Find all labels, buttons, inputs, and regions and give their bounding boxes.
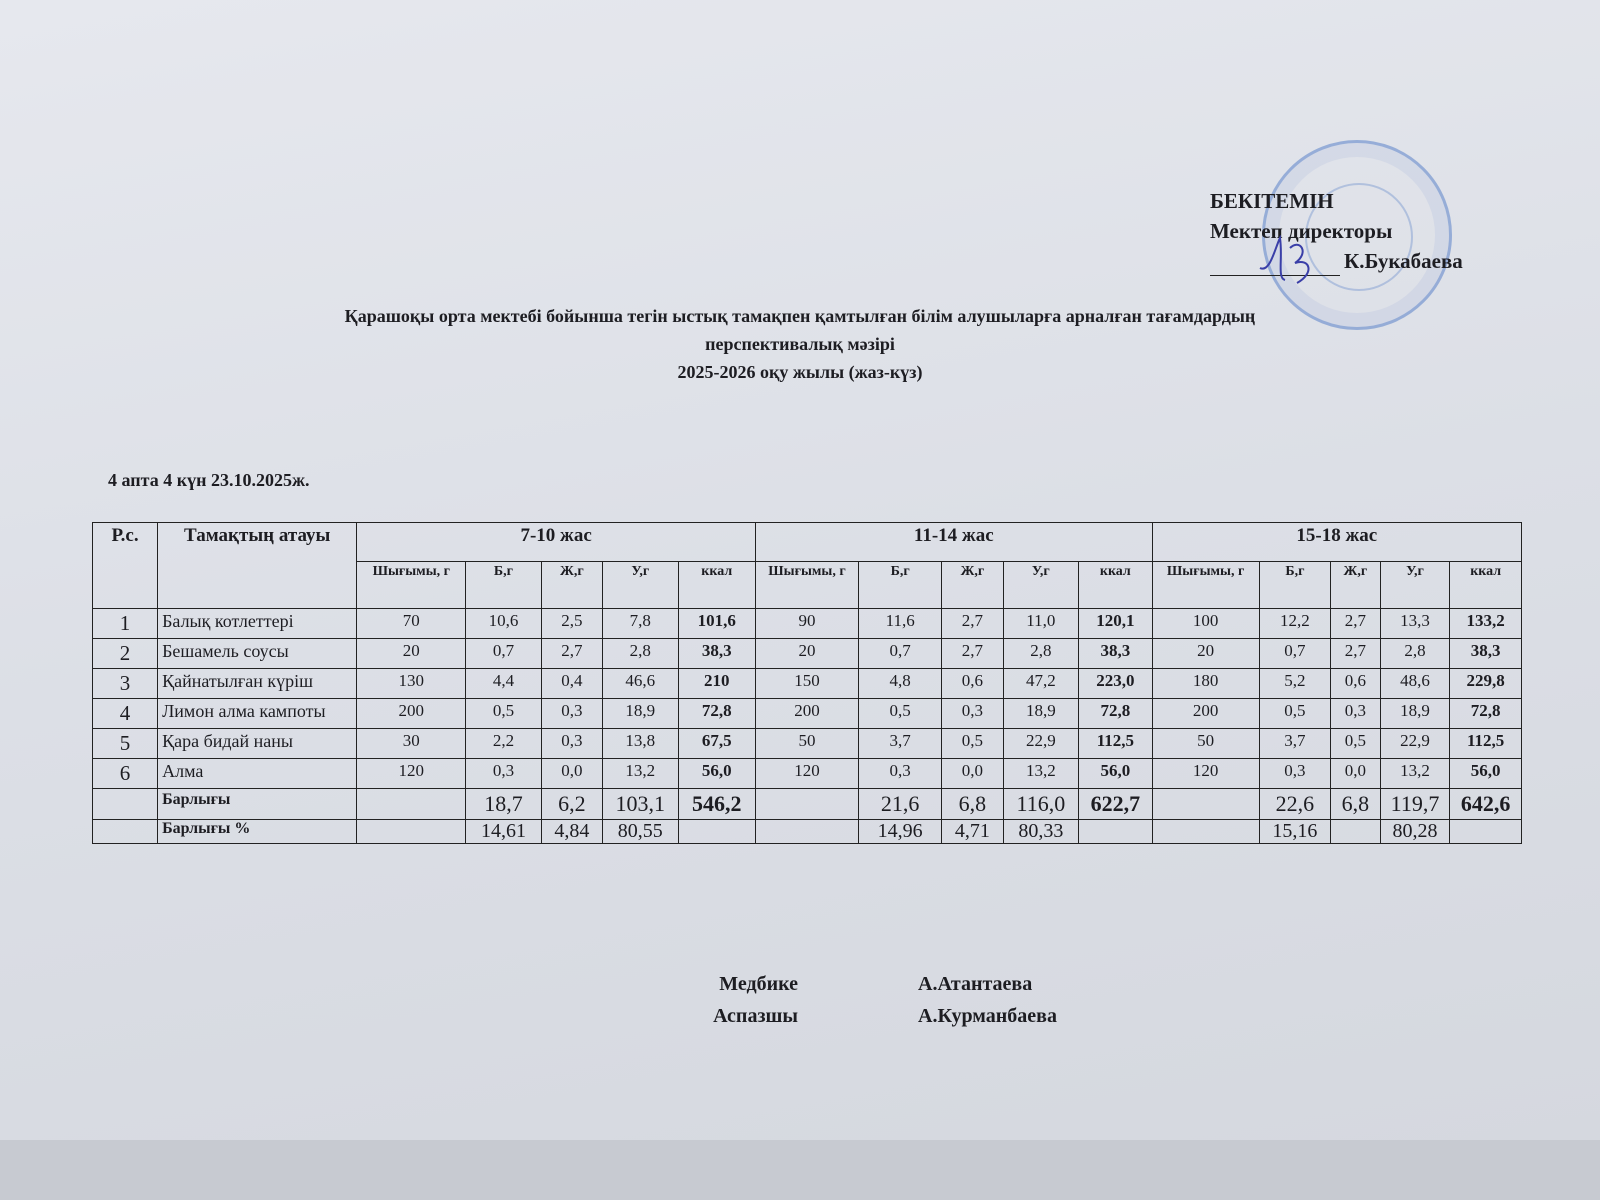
subheader-1: Б,г	[859, 562, 942, 609]
cell-value: 38,3	[678, 639, 755, 669]
total-value: 103,1	[603, 789, 678, 820]
dish-name: Балық котлеттері	[158, 609, 357, 639]
subheader-4: ккал	[1450, 562, 1522, 609]
total-label: Барлығы	[158, 789, 357, 820]
percent-value: 14,96	[859, 820, 942, 844]
cell-value: 56,0	[1450, 759, 1522, 789]
cell-value: 0,7	[859, 639, 942, 669]
total-value: 119,7	[1380, 789, 1450, 820]
approval-position: Мектеп директоры	[1210, 219, 1393, 243]
percent-value	[678, 820, 755, 844]
subheader-2: Ж,г	[942, 562, 1003, 609]
subheader-0: Шығымы, г	[755, 562, 858, 609]
percent-value	[1331, 820, 1381, 844]
subheader-3: У,г	[1380, 562, 1450, 609]
percent-label: Барлығы %	[158, 820, 357, 844]
signatures-block	[638, 968, 1057, 1032]
cell-value: 38,3	[1450, 639, 1522, 669]
cell-value: 0,0	[541, 759, 602, 789]
cell-value: 22,9	[1380, 729, 1450, 759]
cell-value: 0,3	[541, 699, 602, 729]
cell-value: 100	[1152, 609, 1259, 639]
total-value: 116,0	[1003, 789, 1078, 820]
cell-value: 120	[1152, 759, 1259, 789]
cell-value: 46,6	[603, 669, 678, 699]
header-dish-name: Тамақтың атауы	[158, 523, 357, 609]
percent-value: 4,71	[942, 820, 1003, 844]
cell-value: 223,0	[1079, 669, 1153, 699]
total-value	[1152, 789, 1259, 820]
subheader-3: У,г	[1003, 562, 1078, 609]
cell-value: 11,0	[1003, 609, 1078, 639]
cell-value: 4,4	[466, 669, 541, 699]
cell-value: 120,1	[1079, 609, 1153, 639]
cell-value: 20	[357, 639, 466, 669]
signature-row-cook	[638, 1000, 1057, 1032]
total-value: 22,6	[1259, 789, 1330, 820]
subheader-2: Ж,г	[1331, 562, 1381, 609]
approval-name: К.Букабаева	[1344, 249, 1463, 273]
cell-value: 200	[357, 699, 466, 729]
cell-value: 11,6	[859, 609, 942, 639]
cell-value: 50	[755, 729, 858, 759]
cell-value: 2,7	[1331, 609, 1381, 639]
dish-name: Алма	[158, 759, 357, 789]
header-rs: Р.с.	[93, 523, 158, 609]
cell-value: 22,9	[1003, 729, 1078, 759]
cell-value: 12,2	[1259, 609, 1330, 639]
percent-value: 4,84	[541, 820, 602, 844]
cell-value: 20	[1152, 639, 1259, 669]
table-row	[93, 669, 1522, 699]
percent-row	[93, 820, 1522, 844]
subheader-3: У,г	[603, 562, 678, 609]
total-value: 18,7	[466, 789, 541, 820]
percent-value: 15,16	[1259, 820, 1330, 844]
total-value: 642,6	[1450, 789, 1522, 820]
total-value	[357, 789, 466, 820]
cell-value: 0,3	[942, 699, 1003, 729]
table-row	[93, 729, 1522, 759]
title-line-2: перспективалық мәзірі	[705, 334, 895, 354]
cell-value: 2,7	[942, 639, 1003, 669]
cell-value: 0,3	[1259, 759, 1330, 789]
cell-value: 0,3	[466, 759, 541, 789]
cell-value: 0,7	[466, 639, 541, 669]
subheader-4: ккал	[1079, 562, 1153, 609]
total-value: 21,6	[859, 789, 942, 820]
cell-value: 0,3	[1331, 699, 1381, 729]
percent-value	[755, 820, 858, 844]
cell-value: 120	[357, 759, 466, 789]
title-line-1: Қарашоқы орта мектебі бойынша тегін ыстық тамақпен қамтылған білім алушыларға арналған тағамдардың	[344, 306, 1256, 326]
cell-value: 13,3	[1380, 609, 1450, 639]
cell-value: 2,7	[942, 609, 1003, 639]
total-value: 6,8	[1331, 789, 1381, 820]
cell-value: 2,8	[1003, 639, 1078, 669]
cell-value: 10,6	[466, 609, 541, 639]
cell-value: 101,6	[678, 609, 755, 639]
cell-value: 2,5	[541, 609, 602, 639]
cell-value: 3,7	[1259, 729, 1330, 759]
header-group-15-18: 15-18 жас	[1152, 523, 1521, 562]
director-signature-icon	[1255, 228, 1335, 288]
cell-value: 72,8	[1079, 699, 1153, 729]
subheader-1: Б,г	[466, 562, 541, 609]
row-number: 6	[93, 759, 158, 789]
cell-value: 72,8	[1450, 699, 1522, 729]
cell-value: 120	[755, 759, 858, 789]
percent-value: 14,61	[466, 820, 541, 844]
cell-value: 13,8	[603, 729, 678, 759]
cell-value: 56,0	[1079, 759, 1153, 789]
row-number: 2	[93, 639, 158, 669]
header-group-11-14: 11-14 жас	[755, 523, 1152, 562]
cell-value: 200	[1152, 699, 1259, 729]
percent-value: 80,55	[603, 820, 678, 844]
cell-value: 2,7	[1331, 639, 1381, 669]
cell-value: 133,2	[1450, 609, 1522, 639]
cell-value: 0,5	[942, 729, 1003, 759]
cell-value: 0,6	[942, 669, 1003, 699]
cell-value: 0,5	[859, 699, 942, 729]
dish-name: Бешамель соусы	[158, 639, 357, 669]
row-number: 1	[93, 609, 158, 639]
total-row	[93, 789, 1522, 820]
header-group-7-10: 7-10 жас	[357, 523, 756, 562]
subheader-1: Б,г	[1259, 562, 1330, 609]
cell-value: 56,0	[678, 759, 755, 789]
row-number: 4	[93, 699, 158, 729]
cell-value: 3,7	[859, 729, 942, 759]
cell-value: 18,9	[603, 699, 678, 729]
cell-value: 50	[1152, 729, 1259, 759]
cell-value: 13,2	[1003, 759, 1078, 789]
cell-value: 0,3	[859, 759, 942, 789]
cell-value: 67,5	[678, 729, 755, 759]
percent-value	[1450, 820, 1522, 844]
percent-value: 80,28	[1380, 820, 1450, 844]
cell-value: 210	[678, 669, 755, 699]
cell-value: 20	[755, 639, 858, 669]
cell-value: 0,5	[1259, 699, 1330, 729]
percent-value	[1079, 820, 1153, 844]
total-value: 546,2	[678, 789, 755, 820]
cell-value: 38,3	[1079, 639, 1153, 669]
percent-value	[357, 820, 466, 844]
signature-role: Аспазшы	[713, 1005, 798, 1027]
cell-value: 2,7	[541, 639, 602, 669]
cell-value: 90	[755, 609, 858, 639]
handwritten-signature-icon	[798, 968, 918, 1000]
cell-value: 0,6	[1331, 669, 1381, 699]
signature-name: А.Курманбаева	[918, 1005, 1057, 1027]
cell-value: 18,9	[1003, 699, 1078, 729]
cell-value: 72,8	[678, 699, 755, 729]
table-row	[93, 609, 1522, 639]
handwritten-signature-icon	[798, 1000, 918, 1032]
cell-value: 0,0	[942, 759, 1003, 789]
cell-value: 7,8	[603, 609, 678, 639]
total-value	[755, 789, 858, 820]
subheader-4: ккал	[678, 562, 755, 609]
approval-heading: БЕКІТЕМІН	[1210, 189, 1334, 213]
cell-value: 70	[357, 609, 466, 639]
cell-value: 0,5	[1331, 729, 1381, 759]
cell-value: 18,9	[1380, 699, 1450, 729]
total-value: 6,2	[541, 789, 602, 820]
cell-value: 0,0	[1331, 759, 1381, 789]
total-value: 6,8	[942, 789, 1003, 820]
dish-name: Қара бидай наны	[158, 729, 357, 759]
cell-value: 229,8	[1450, 669, 1522, 699]
cell-value: 13,2	[1380, 759, 1450, 789]
cell-value: 0,3	[541, 729, 602, 759]
cell-value: 13,2	[603, 759, 678, 789]
total-value: 622,7	[1079, 789, 1153, 820]
subheader-0: Шығымы, г	[357, 562, 466, 609]
cell-value: 2,8	[603, 639, 678, 669]
cell-value: 0,5	[466, 699, 541, 729]
signature-name: А.Атантаева	[918, 973, 1033, 995]
cell-value: 112,5	[1079, 729, 1153, 759]
document-title	[180, 302, 1420, 386]
background-surface	[0, 1140, 1600, 1200]
menu-table	[92, 522, 1522, 844]
subheader-2: Ж,г	[541, 562, 602, 609]
row-number: 5	[93, 729, 158, 759]
subheader-0: Шығымы, г	[1152, 562, 1259, 609]
table-row	[93, 699, 1522, 729]
percent-value	[1152, 820, 1259, 844]
cell-value: 30	[357, 729, 466, 759]
date-line: 4 апта 4 күн 23.10.2025ж.	[108, 470, 310, 490]
cell-value: 2,8	[1380, 639, 1450, 669]
table-row	[93, 759, 1522, 789]
cell-value: 47,2	[1003, 669, 1078, 699]
cell-value: 130	[357, 669, 466, 699]
cell-value: 112,5	[1450, 729, 1522, 759]
signature-row-nurse	[638, 968, 1057, 1000]
cell-value: 0,7	[1259, 639, 1330, 669]
cell-value: 200	[755, 699, 858, 729]
row-number: 3	[93, 669, 158, 699]
cell-value: 5,2	[1259, 669, 1330, 699]
approval-block	[1210, 186, 1463, 276]
dish-name: Қайнатылған күріш	[158, 669, 357, 699]
cell-value: 0,4	[541, 669, 602, 699]
cell-value: 150	[755, 669, 858, 699]
percent-value: 80,33	[1003, 820, 1078, 844]
cell-value: 48,6	[1380, 669, 1450, 699]
cell-value: 180	[1152, 669, 1259, 699]
cell-value: 2,2	[466, 729, 541, 759]
dish-name: Лимон алма кампоты	[158, 699, 357, 729]
table-row	[93, 639, 1522, 669]
title-line-3: 2025-2026 оқу жылы (жаз-күз)	[677, 362, 923, 382]
cell-value: 4,8	[859, 669, 942, 699]
signature-role: Медбике	[719, 973, 798, 995]
